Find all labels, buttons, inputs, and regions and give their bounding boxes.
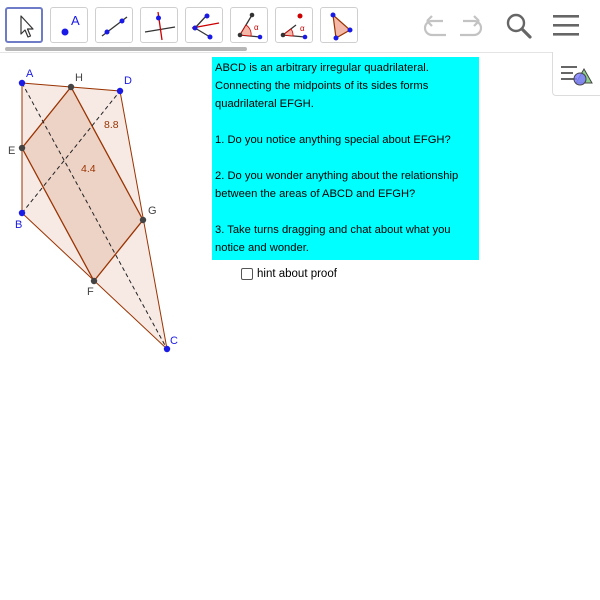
toolbar-scrollbar[interactable]: [5, 47, 247, 51]
measure-eg-label: 4.4: [81, 163, 96, 175]
menu-button[interactable]: [550, 10, 582, 42]
point-f-label: F: [87, 286, 94, 298]
undo-icon: [419, 10, 451, 42]
toolbar: [0, 0, 600, 52]
point-icon: [51, 8, 89, 44]
segment-icon: [96, 8, 134, 44]
cursor-arrow-icon: [7, 9, 43, 41]
point-a[interactable]: [19, 80, 25, 86]
polygon-tool-button[interactable]: [320, 7, 358, 43]
intersect-tool-button[interactable]: [185, 7, 223, 43]
move-tool-button[interactable]: [5, 7, 43, 43]
point-g[interactable]: [140, 217, 146, 223]
angle-with-given-size-tool-button[interactable]: [275, 7, 313, 43]
point-e-label: E: [8, 145, 16, 157]
point-f[interactable]: [91, 278, 97, 284]
intro-line-1: ABCD is an arbitrary irregular quadrilateral.: [215, 62, 429, 74]
angle-given-size-tool-label: α: [300, 24, 305, 33]
point-c-label: C: [170, 335, 178, 347]
undo-button[interactable]: [419, 10, 451, 42]
point-tool-label: A: [71, 13, 80, 28]
point-tool-button[interactable]: [50, 7, 88, 43]
question-3-line-1: 3. Take turns dragging and chat about what you: [215, 224, 451, 236]
intro-line-3: quadrilateral EFGH.: [215, 98, 314, 110]
menu-icon: [550, 10, 582, 42]
hint-checkbox-row[interactable]: [241, 266, 337, 282]
angle-tool-label: α: [254, 23, 259, 32]
point-g-label: G: [148, 205, 157, 217]
question-1: 1. Do you notice anything special about EFGH?: [215, 134, 451, 146]
perpendicular-line-tool-button[interactable]: [140, 7, 178, 43]
perpendicular-line-icon: [141, 8, 179, 44]
redo-button[interactable]: [456, 10, 488, 42]
search-button[interactable]: [503, 10, 535, 42]
question-3-line-2: notice and wonder.: [215, 242, 309, 254]
segment-tool-button[interactable]: [95, 7, 133, 43]
intersect-icon: [186, 8, 224, 44]
question-2-line-1: 2. Do you wonder anything about the relationship: [215, 170, 459, 182]
angle-tool-button[interactable]: [230, 7, 268, 43]
hint-label: hint about proof: [257, 268, 337, 280]
search-icon: [503, 10, 535, 42]
point-d-label: D: [124, 75, 132, 87]
instructions-text-box: [212, 57, 479, 260]
angle-icon: [231, 8, 269, 44]
polygon-icon: [321, 8, 359, 44]
point-d[interactable]: [117, 88, 123, 94]
point-a-label: A: [26, 68, 34, 80]
point-b[interactable]: [19, 210, 25, 216]
point-h[interactable]: [68, 84, 74, 90]
redo-icon: [456, 10, 488, 42]
point-e[interactable]: [19, 145, 25, 151]
hint-checkbox[interactable]: [241, 268, 253, 280]
intro-line-2: Connecting the midpoints of its sides forms: [215, 80, 429, 92]
angle-given-size-icon: [276, 8, 314, 44]
measure-dh-label: 8.8: [104, 119, 119, 131]
point-b-label: B: [15, 219, 23, 231]
question-2-line-2: between the areas of ABCD and EFGH?: [215, 188, 416, 200]
point-h-label: H: [75, 72, 83, 84]
